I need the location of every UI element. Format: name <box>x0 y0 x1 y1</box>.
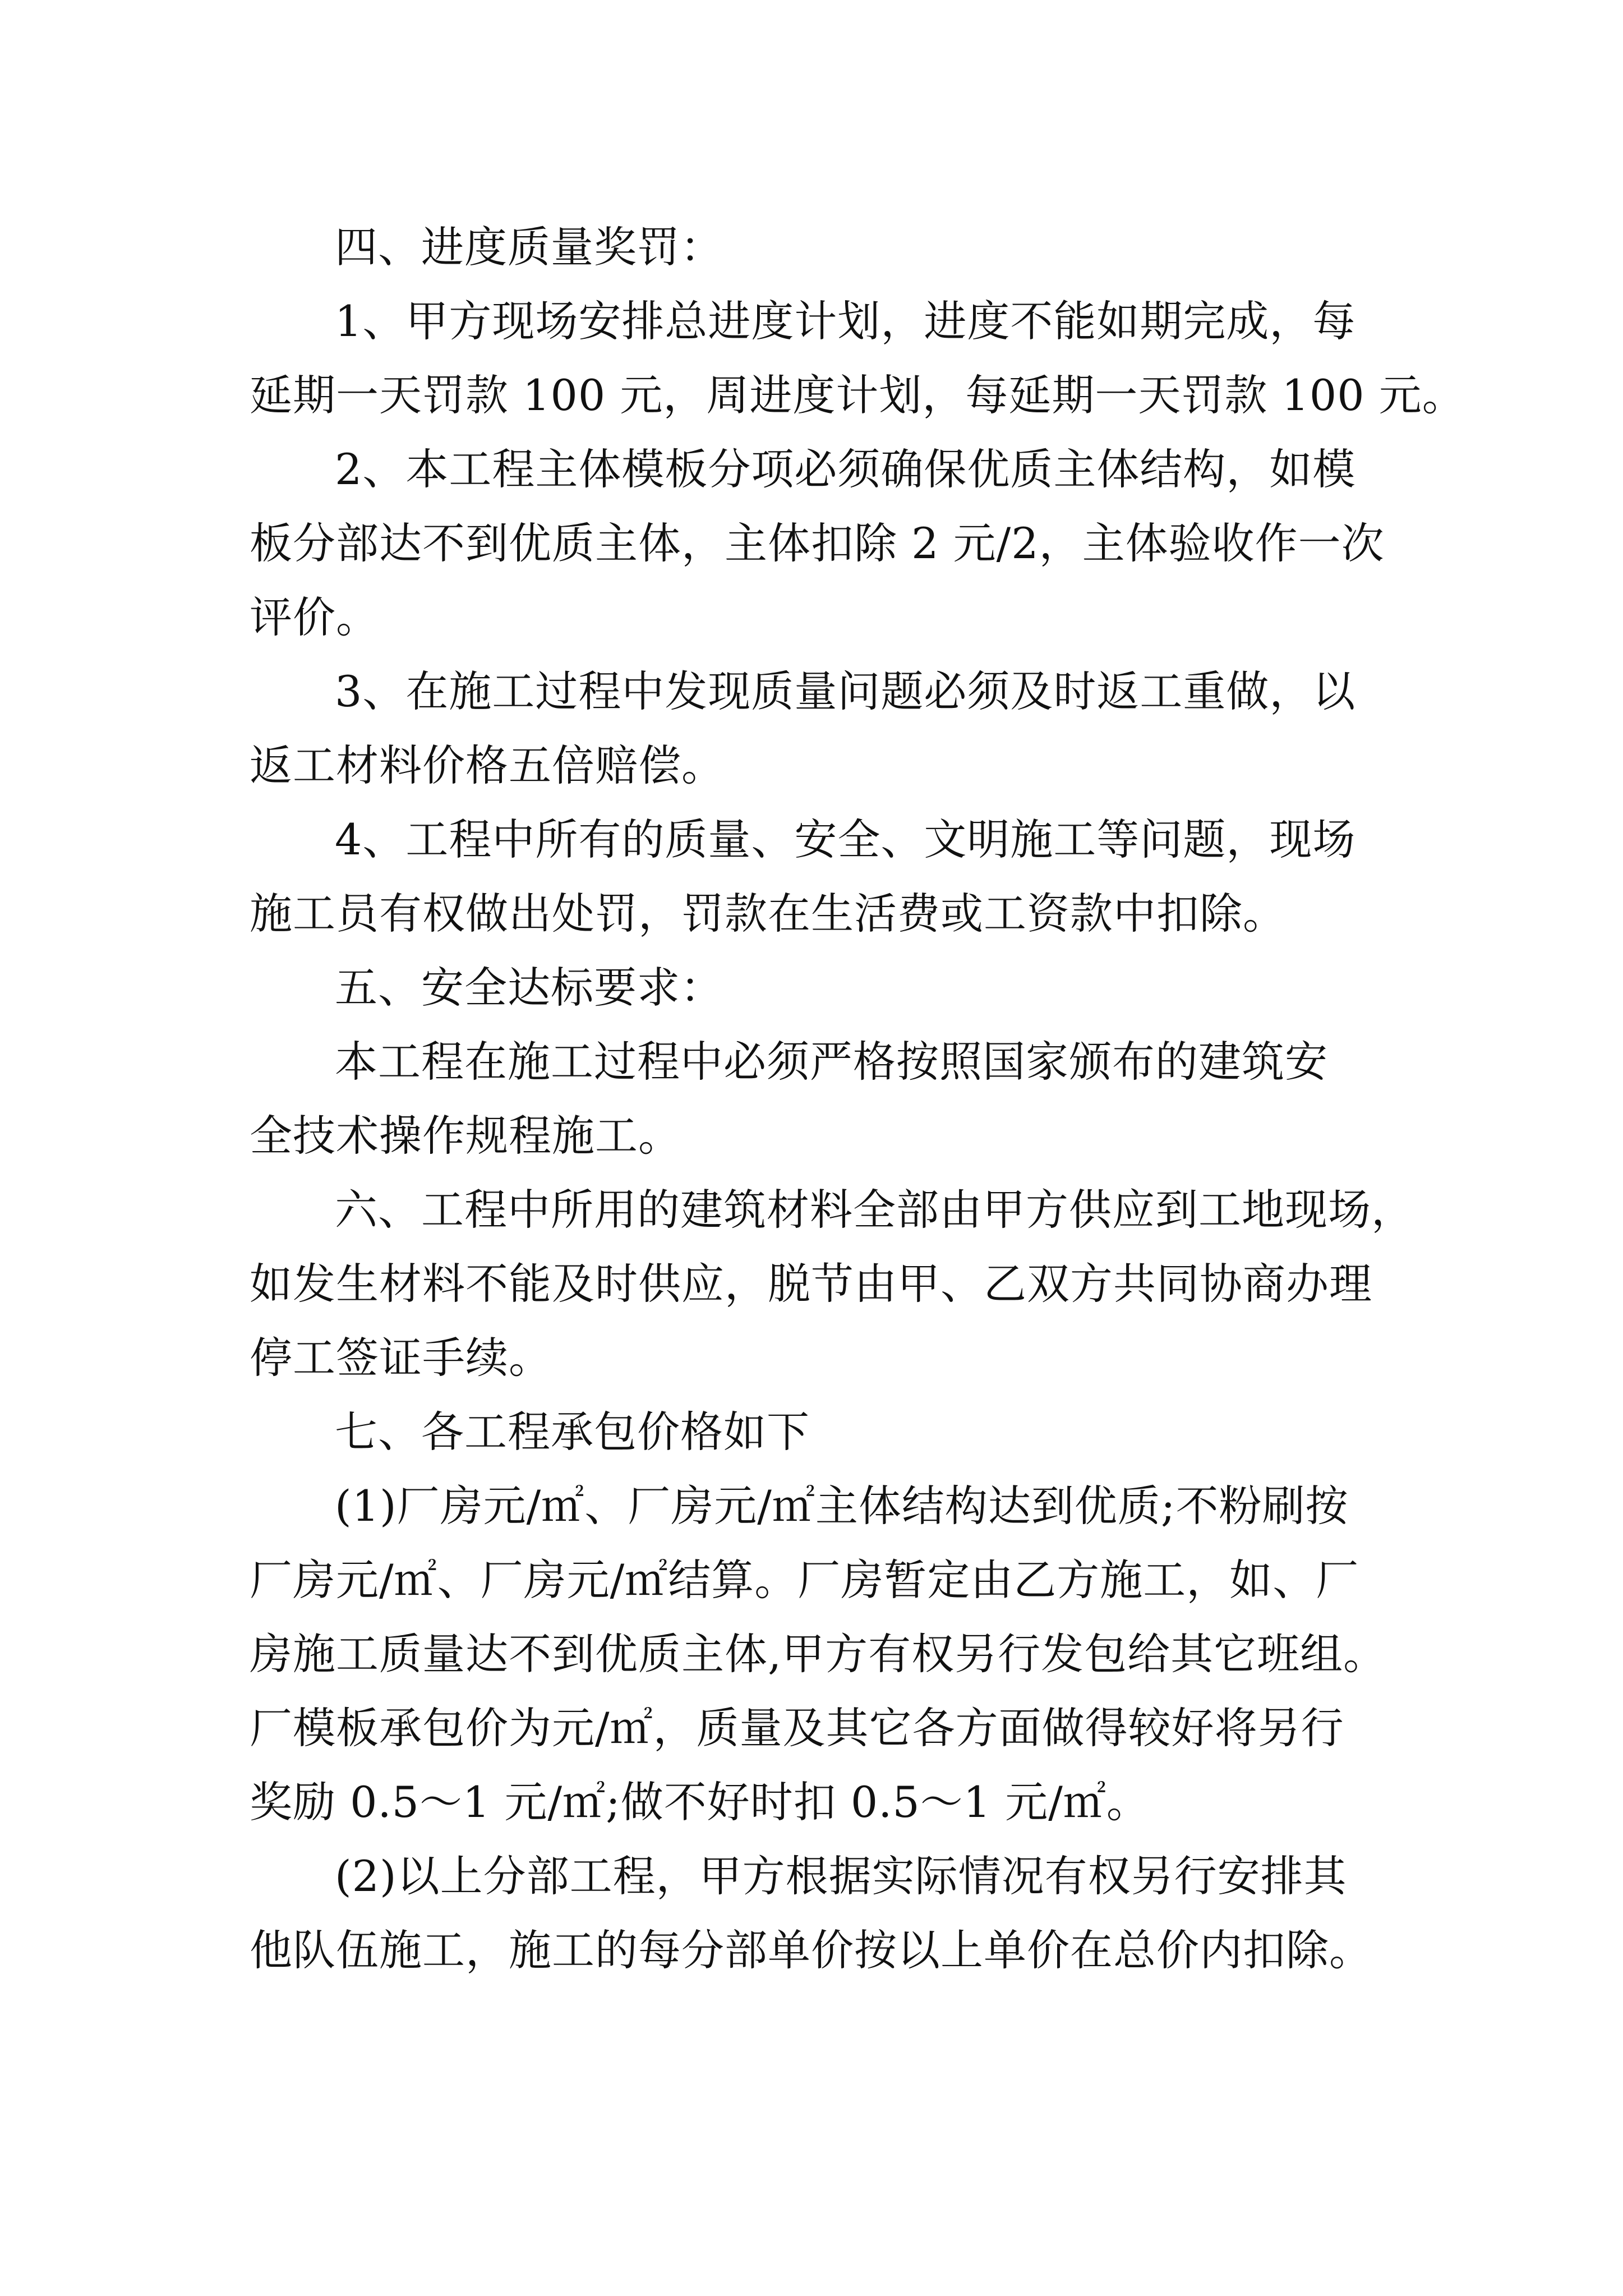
clause-7-1 <box>250 1469 1387 1839</box>
text-line: 五、安全达标要求： <box>335 963 723 1013</box>
text-line: 4、工程中所有的质量、安全、文明施工等问题，现场 <box>335 815 1356 864</box>
text-line: (2)以上分部工程，甲方根据实际情况有权另行安排其 <box>335 1851 1347 1901</box>
text-line: 1、甲方现场安排总进度计划，进度不能如期完成，每 <box>335 296 1356 346</box>
text-line: 评价。 <box>250 592 379 642</box>
text-line: 七、各工程承包价格如下 <box>335 1407 810 1457</box>
section-6 <box>250 1173 1414 1395</box>
clause-4-3 <box>250 655 1377 803</box>
clause-4-4 <box>250 803 1377 951</box>
text-line: 3、在施工过程中发现质量问题必须及时返工重做，以 <box>335 666 1356 716</box>
section-5-body <box>250 1025 1377 1173</box>
text-line: 他队伍施工，施工的每分部单价按以上单价在总价内扣除。 <box>250 1925 1372 1975</box>
text-line: 返工材料价格五倍赔偿。 <box>250 740 725 790</box>
clause-7-2 <box>250 1839 1377 1987</box>
text-line: 停工签证手续。 <box>250 1333 552 1383</box>
text-line: 全技术操作规程施工。 <box>250 1111 681 1161</box>
section-5-heading <box>250 951 1377 1025</box>
section-7-heading <box>250 1395 1377 1469</box>
document-page <box>250 210 1465 1987</box>
text-line: 房施工质量达不到优质主体,甲方有权另行发包给其它班组。 <box>250 1629 1387 1679</box>
text-line: 板分部达不到优质主体，主体扣除 2 元/2，主体验收作一次 <box>250 518 1385 568</box>
text-line: 厂房元/㎡、厂房元/㎡结算。厂房暂定由乙方施工，如、厂 <box>250 1555 1359 1605</box>
text-line: 2、本工程主体模板分项必须确保优质主体结构，如模 <box>335 444 1356 494</box>
text-line: 延期一天罚款 100 元，周进度计划，每延期一天罚款 100 元。 <box>250 370 1465 420</box>
text-line: 厂模板承包价为元/㎡，质量及其它各方面做得较好将另行 <box>250 1703 1344 1753</box>
text-line: 奖励 0.5～1 元/㎡;做不好时扣 0.5～1 元/㎡。 <box>250 1777 1150 1827</box>
text-line: 施工员有权做出处罚，罚款在生活费或工资款中扣除。 <box>250 889 1286 938</box>
clause-4-2 <box>250 432 1385 655</box>
text-line: 六、工程中所用的建筑材料全部由甲方供应到工地现场， <box>335 1185 1414 1235</box>
section-4-heading <box>250 210 1377 284</box>
text-line: 四、进度质量奖罚： <box>335 222 723 272</box>
text-line: 如发生材料不能及时供应，脱节由甲、乙双方共同协商办理 <box>250 1259 1372 1309</box>
document-body <box>250 210 1465 1987</box>
clause-4-1 <box>250 284 1465 432</box>
text-line: (1)厂房元/㎡、厂房元/㎡主体结构达到优质;不粉刷按 <box>335 1481 1349 1531</box>
text-line: 本工程在施工过程中必须严格按照国家颁布的建筑安 <box>335 1037 1328 1087</box>
